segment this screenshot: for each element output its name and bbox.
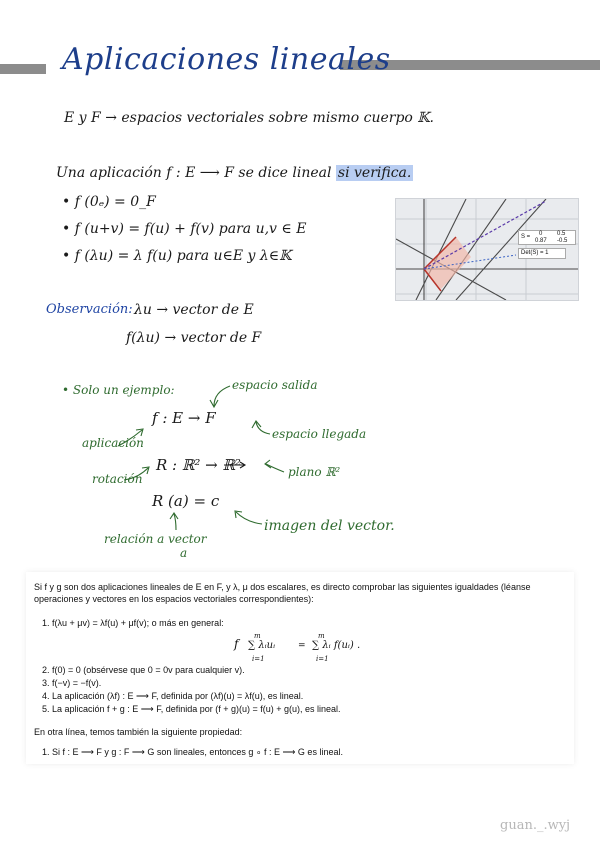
properties-textbox: [26, 572, 574, 764]
composition-property: 1. Si f : E ⟶ F y g : F ⟶ G son lineales, entonces g ∘ f : E ⟶ G es lineal.: [42, 747, 343, 757]
bullet-homogeneous: • f (λu) = λ f(u) para u∈E y λ∈𝕂: [62, 248, 292, 264]
bullet-additive: • f (u+v) = f(u) + f(v) para u,v ∈ E: [62, 221, 307, 237]
ann-relacion-a: a: [180, 546, 188, 560]
note-definition-text: Una aplicación f : E ⟶ F se dice lineal: [56, 165, 332, 181]
matrix-a: 0: [539, 231, 543, 237]
note-line-spaces: E y F → espacios vectoriales sobre mismo cuerpo 𝕂.: [64, 110, 434, 126]
matrix-d: -0.5: [557, 238, 568, 244]
formula-sum-bottom-right: i=1: [316, 655, 329, 663]
matrix-b: 0.5: [557, 231, 566, 237]
obs-label: Observación:: [46, 302, 133, 317]
ann-plano: plano ℝ²: [288, 465, 341, 479]
matrix-c: 0.87: [535, 238, 547, 244]
ann-espacio-llegada: espacio llegada: [272, 427, 367, 441]
ann-imagen: imagen del vector.: [264, 518, 395, 534]
obs-line-2: f(λu) → vector de F: [126, 330, 262, 346]
example-map: f : E → F: [152, 409, 216, 427]
other-property-intro: En otra línea, temos también la siguiente propiedad:: [34, 727, 243, 737]
ann-rotacion: rotación: [92, 472, 143, 486]
example-image: R (a) = c: [152, 492, 220, 510]
bullet-zero-text: f (0ₑ) = 0_F: [74, 194, 156, 210]
det-box: Det(S) = 1: [518, 248, 566, 259]
page-title: Aplicaciones lineales: [62, 42, 391, 77]
obs-line-1: λu → vector de E: [134, 302, 254, 318]
formula-equals: =: [298, 641, 306, 651]
example-label-text: Solo un ejemplo:: [72, 383, 175, 397]
note-definition-highlight: si verifica.: [337, 165, 412, 181]
ann-aplicacion: aplicación: [82, 436, 144, 450]
bullet-homogeneous-text: f (λu) = λ f(u) para u∈E y λ∈𝕂: [74, 248, 292, 264]
example-label: • Solo un ejemplo:: [62, 383, 175, 397]
property-5: 5. La aplicación f + g : E ⟶ F, definida por (f + g)(u) = f(u) + g(u), es lineal.: [42, 704, 341, 714]
ann-relacion: relación a vector: [104, 532, 207, 546]
formula-left-f: f: [234, 637, 239, 651]
formula-sum-top-right: m: [318, 632, 325, 640]
formula-sum-bottom-left: i=1: [252, 655, 265, 663]
ann-espacio-salida: espacio salida: [232, 378, 318, 392]
property-3: 3. f(−v) = −f(v).: [42, 678, 102, 688]
properties-intro: Si f y g son dos aplicaciones lineales de E en F, y λ, μ dos escalares, es directo comprobar las siguientes igualdades (léanse operaciones y vectores en los espacios vectoriales correspondientes):: [34, 582, 531, 604]
bullet-zero: • f (0ₑ) = 0_F: [62, 194, 156, 210]
formula-right-sum: ∑ λᵢ f(uᵢ) .: [312, 640, 361, 651]
example-rotation: R : ℝ² → ℝ²: [156, 456, 241, 474]
matrix-label: S =: [521, 234, 531, 240]
formula-sum-top-left: m: [254, 632, 261, 640]
property-2: 2. f(0) = 0 (obsérvese que 0 = 0v para cualquier v).: [42, 665, 245, 675]
formula-left-sum: ∑ λᵢuᵢ: [248, 640, 276, 651]
property-4: 4. La aplicación (λf) : E ⟶ F, definida por (λf)(u) = λf(u), es lineal.: [42, 691, 304, 701]
watermark: guan._.wyj: [500, 818, 571, 833]
property-1: 1. f(λu + μv) = λf(u) + μf(v); o más en general:: [42, 618, 224, 628]
bullet-additive-text: f (u+v) = f(u) + f(v) para u,v ∈ E: [74, 221, 307, 237]
